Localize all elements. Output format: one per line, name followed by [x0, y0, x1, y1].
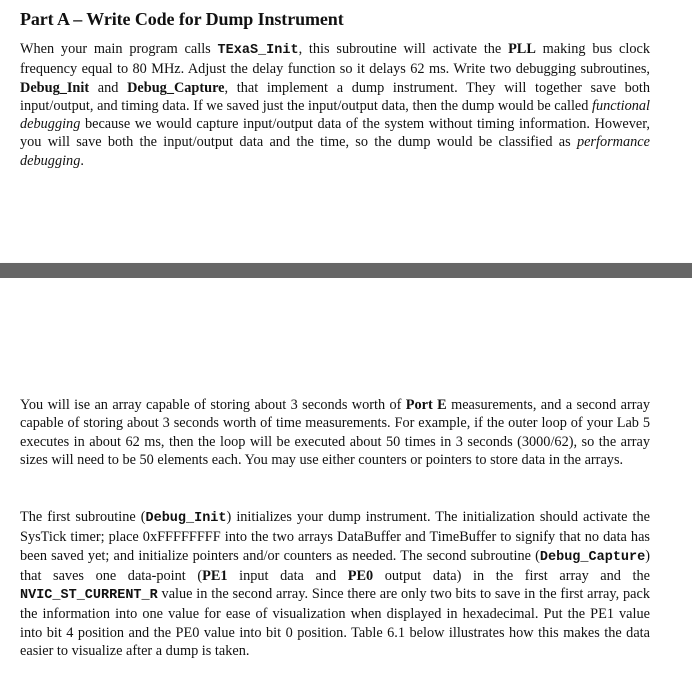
code-debug-capture: Debug_Capture: [539, 549, 646, 565]
paragraph-subroutines: [20, 508, 650, 660]
text: .: [80, 152, 84, 169]
page-separator: [0, 263, 692, 278]
term-performance-debugging: performance debugging: [20, 134, 650, 169]
text: When your main program calls: [20, 41, 218, 57]
text: because we would capture input/output data of the system without timing information. However, you will save both the input/output data and the time, so the dump would be classified as: [20, 116, 650, 151]
code-debug-init: Debug_Init: [145, 511, 227, 526]
term-functional-debugging: functional debugging: [20, 97, 650, 133]
text: and: [89, 79, 128, 96]
text: , that implement a dump instrument. They will together save both input/output, and timing data. If we saved just the input/output data, then the dump would be called: [20, 79, 650, 114]
text: , this subroutine will activate the: [298, 41, 509, 57]
term-port-e: Port E: [405, 397, 447, 413]
code-nvic-st-current: NVIC_ST_CURRENT_R: [20, 588, 158, 604]
code-texas-init: TExaS_Init: [217, 43, 299, 58]
text: value in the second array. Since there are only two bits to save in the first array, pack the information into one value for ease of visualization when displayed in hexadecimal. Put the PE1 value into bit 4 position and the PE0 value into bit 0 position. Table 6.1 below illustrates how this makes the data easier to visualize after a dump is taken.: [20, 586, 650, 660]
term-pe1: PE1: [202, 567, 228, 584]
text: making bus clock frequency equal to 80 MHz. Adjust the delay function so it delays 62 ms. Write two debugging subroutines,: [20, 41, 650, 78]
term-pll: PLL: [508, 41, 536, 57]
paragraph-intro: [20, 40, 650, 170]
text: ) that saves one data-point (: [20, 547, 650, 584]
term-pe0: PE0: [347, 567, 374, 584]
text: The first subroutine (: [20, 509, 146, 525]
text: input data and: [227, 567, 348, 584]
text: ) initializes your dump instrument. The initialization should activate the SysTick timer; place 0xFFFFFFFF into the two arrays DataBuffer and TimeBuffer to signify that no data has been saved yet; and initialize pointers and/or counters as needed. The second subroutine (: [20, 509, 650, 564]
term-debug-init: Debug_Init: [20, 79, 90, 96]
section-heading: Part A – Write Code for Dump Instrument: [20, 9, 344, 29]
text: measurements, and a second array capable of storing about 3 seconds worth of time measurements. For example, if the outer loop of your Lab 5 executes in about 62 ms, then the loop will be executed about 50 times in 3 seconds (3000/62), so the array sizes will need to be 50 elements each. You may use either counters or pointers to store data in the arrays.: [20, 397, 650, 468]
paragraph-arrays: [20, 396, 650, 469]
page-top: [0, 0, 692, 263]
text: You will ise an array capable of storing about 3 seconds worth of: [20, 397, 406, 413]
term-debug-capture: Debug_Capture: [127, 79, 225, 96]
text: output data) in the first array and the: [373, 567, 650, 584]
